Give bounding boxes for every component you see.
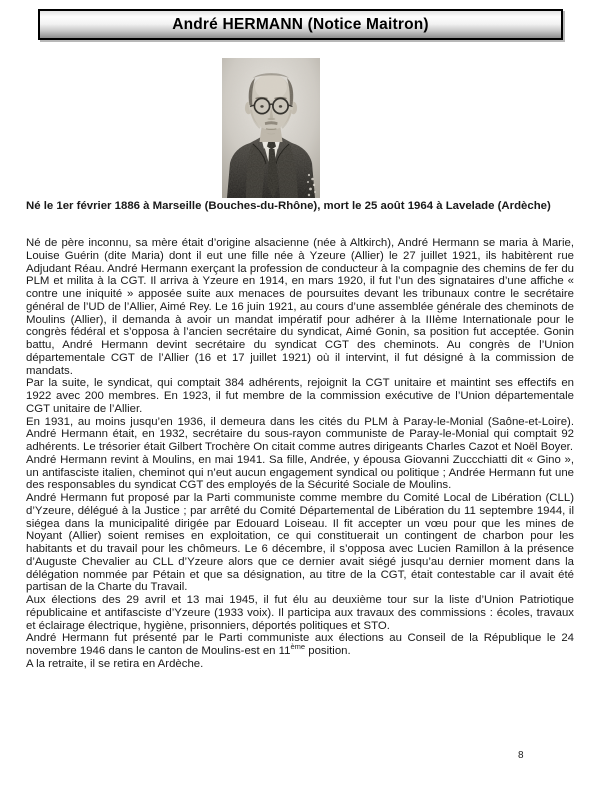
paragraph-4: André Hermann revint à Moulins, en mai 1941. Sa fille, Andrée, y épousa Giovanni Zuccchiatti dit « Gino », un antifasciste italien, cheminot qui n’eut aucun engagement syndical ou politique ; Andrée Hermann fut une des responsables du syndicat CGT des employés de la Sécurité Sociale de Moulins.: [26, 453, 574, 492]
birth-death-heading: Né le 1er février 1886 à Marseille (Bouches-du-Rhône), mort le 25 août 1964 à Lavelade (Ardèche): [26, 200, 551, 212]
page-number: 8: [518, 750, 524, 761]
paragraph-7-post: position.: [305, 645, 351, 657]
portrait-photo-illustration: [222, 58, 320, 198]
title-bar: [38, 9, 563, 40]
paragraph-2: Par la suite, le syndicat, qui comptait 384 adhérents, rejoignit la CGT unitaire et maintint ses effectifs en 1922 avec 200 membres. En 1923, il fut membre de la commission exécutive de l’Union départementale CGT unitaire de l’Allier.: [26, 377, 574, 415]
page-title: André HERMANN (Notice Maitron): [172, 15, 429, 33]
paragraph-8: A la retraite, il se retira en Ardèche.: [26, 657, 204, 670]
paragraph-3: En 1931, au moins jusqu’en 1936, il demeura dans les cités du PLM à Paray-le-Monial (Saône-et-Loire). André Hermann était, en 1932, secrétaire du sous-rayon communiste de Paray-le-Monial qui comptait 92 adhérents. Le trésorier était Gilbert Trochère On citait comme autres dirigeants Charles Cazot et Noël Boyer.: [26, 415, 574, 453]
paragraph-5: André Hermann fut proposé par la Parti communiste comme membre du Comité Local de Libération (CLL) d’Yzeure, délégué à la Justice ; par arrêté du Comité Départemental de Libération du 11 septembre 1944, il siégea dans la municipalité dirigée par Edouard Loiseau. Il fit accepter un vœu pour que les mines de Noyant (Allier) soient remises en exploitation, ce qui constituerait un contingent de charbon pour les habitants et du travail pour les chômeurs. Le 6 décembre, il s’opposa avec Lucien Ramillon à la présence d’Auguste Chevalier au CLL d’Yzeure alors que ce dernier avait siégé jusqu’au dernier moment dans la délégation nommée par Pétain et que sa désignation, au titre de la CGT, était contestable car il avait été partisan de la Charte du Travail.: [26, 492, 574, 594]
paragraph-6: Aux élections des 29 avril et 13 mai 1945, il fut élu au deuxième tour sur la liste d’Union Patriotique républicaine et antifasciste d’Yzeure (1933 voix). Il participa aux travaux des commissions : écoles, travaux et éclairage électrique, hygiène, prisonniers, déportés politiques et STO.: [26, 594, 574, 632]
paragraph-1: Né de père inconnu, sa mère était d’origine alsacienne (née à Altkirch), André Hermann se maria à Marie, Louise Guérin (dite Maria) dont il eut une fille née à Yzeure (Allier) le 27 juillet 1921, ils habitèrent rue Adjudant Réau. André Hermann exerçant la profession de conducteur à la compagnie des chemins de fer du PLM et milita à la CGT. Il arriva à Yzeure en 1914, en mars 1920, il fut l’un des signataires d’une affiche « contre une iniquité » apposée suite aux menaces de poursuites devant les tribunaux contre le secrétaire général de l’UD de l’Allier, Aimé Rey. Le 16 juin 1921, au cours d’une assemblée générale des cheminots de Moulins (Allier), il demanda à avoir un mandat impératif pour adhérer à la IIIème Internationale pour le congrès fédéral et s’opposa à l’ancien secrétaire du syndicat, Aimé Gonin, sa position fut acceptée. Gonin battu, André Hermann devint secrétaire du syndicat CGT des cheminots. Au congrès de l’Union départementale CGT de l’Allier (16 et 17 juillet 1921) où il intervint, il fut désigné à la commission de mandats.: [26, 237, 574, 377]
paragraph-7: [26, 632, 574, 658]
portrait-photo: [222, 58, 320, 198]
biography-text: [26, 237, 574, 671]
ordinal-superscript: ème: [290, 642, 306, 652]
paragraph-7-pre: André Hermann fut présenté par le Parti communiste aux élections au Conseil de la République le 24 novembre 1946 dans le canton de Moulins-est en 11: [26, 632, 574, 657]
